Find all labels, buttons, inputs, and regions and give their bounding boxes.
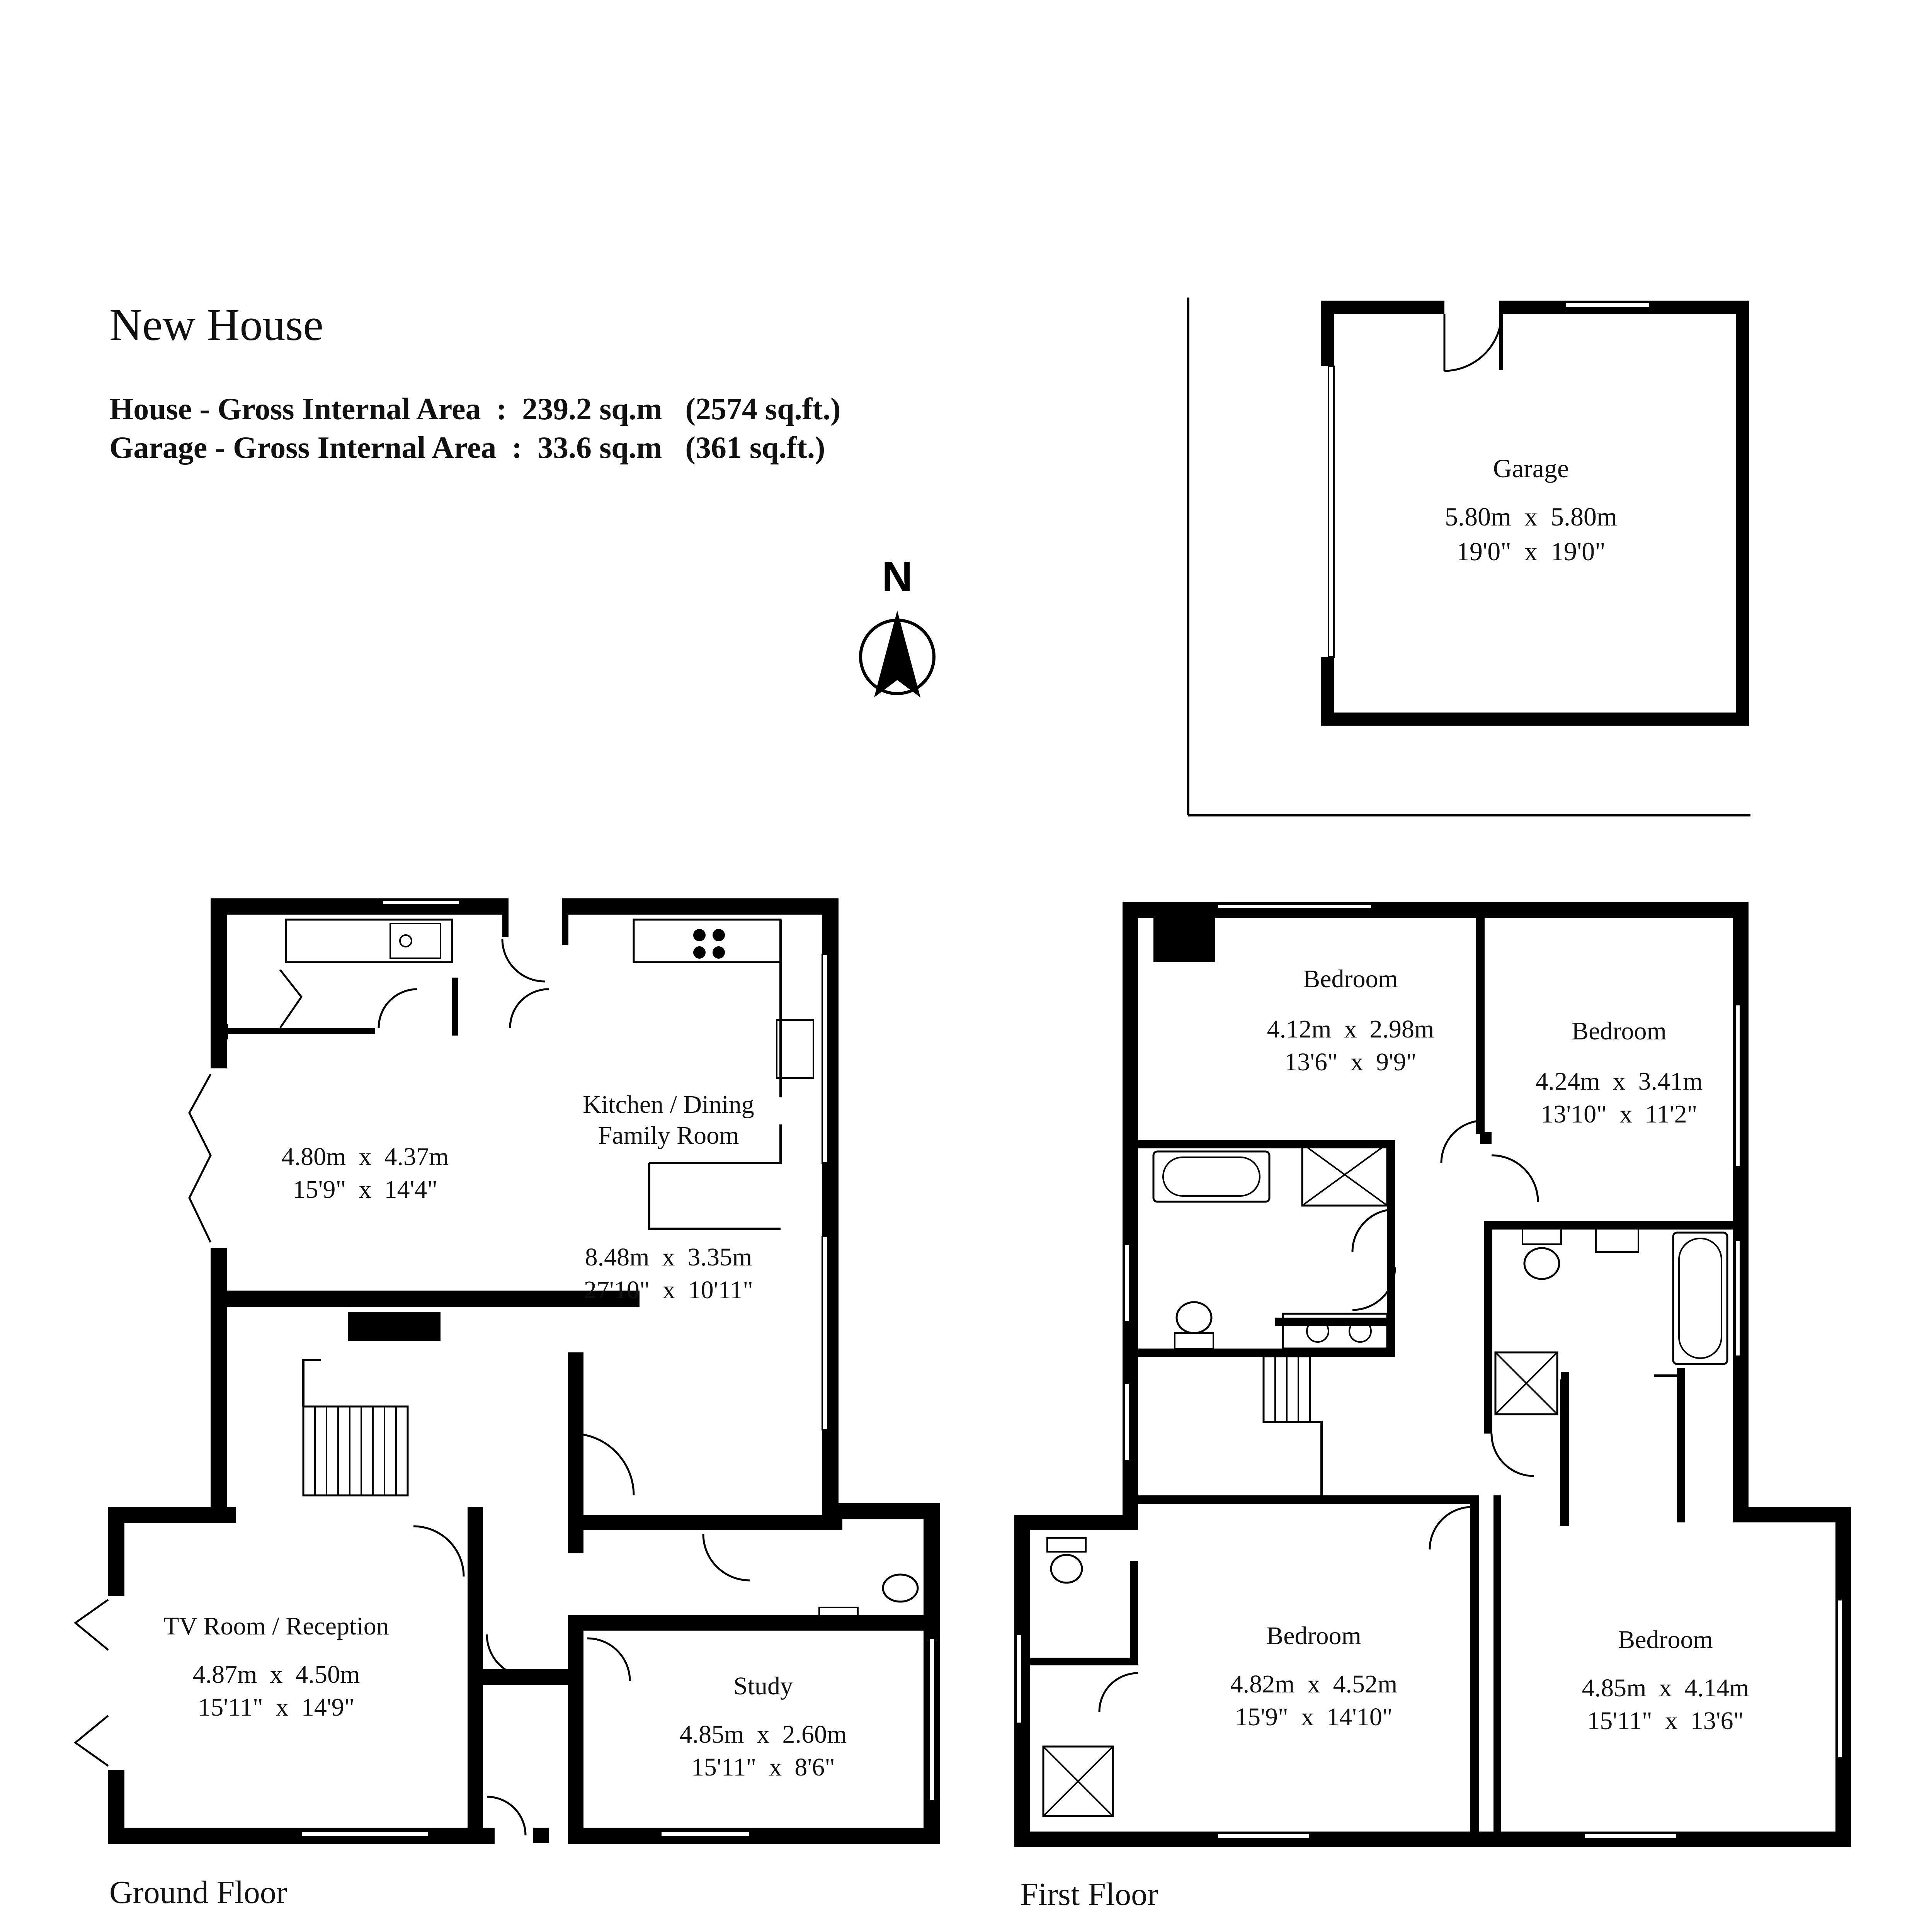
gf-room1-imperial: 15'9" x 14'4"	[293, 1175, 438, 1204]
ff-bed4-name: Bedroom	[1618, 1626, 1713, 1654]
gf-tvroom-metric: 4.87m x 4.50m	[192, 1660, 360, 1689]
gf-tvroom-name: TV Room / Reception	[163, 1612, 389, 1640]
ff-bed3-imperial: 15'9" x 14'10"	[1235, 1703, 1393, 1731]
gf-study-metric: 4.85m x 2.60m	[679, 1720, 847, 1748]
ff-bed4-metric: 4.85m x 4.14m	[1582, 1674, 1749, 1702]
ff-bed2-name: Bedroom	[1572, 1017, 1667, 1045]
house-area-text: House - Gross Internal Area : 239.2 sq.m (2574 sq.ft.)	[109, 392, 841, 426]
north-label: N	[882, 553, 913, 600]
garage-metric: 5.80m x 5.80m	[1445, 502, 1617, 531]
garage-imperial: 19'0" x 19'0"	[1456, 537, 1606, 566]
ff-bed2-imperial: 13'10" x 11'2"	[1541, 1100, 1698, 1128]
ground-floor-plan	[75, 898, 940, 1844]
ff-bed3-metric: 4.82m x 4.52m	[1230, 1670, 1398, 1698]
garage-name: Garage	[1493, 454, 1569, 483]
first-floor-plan	[1014, 902, 1851, 1847]
gf-kitchen-name2: Family Room	[598, 1121, 739, 1150]
ff-bed1-name: Bedroom	[1303, 965, 1398, 993]
gf-study-name: Study	[733, 1672, 793, 1700]
ground-floor-label: Ground Floor	[109, 1874, 287, 1910]
ff-bed4-imperial: 15'11" x 13'6"	[1587, 1707, 1744, 1735]
ff-bed2-metric: 4.24m x 3.41m	[1535, 1067, 1703, 1095]
first-floor-staircase-icon	[1264, 1356, 1322, 1499]
gf-study-imperial: 15'11" x 8'6"	[691, 1753, 835, 1781]
gf-kitchen-imperial: 27'10" x 10'11"	[583, 1276, 754, 1304]
north-arrow-icon	[861, 553, 934, 697]
gf-room1-metric: 4.80m x 4.37m	[281, 1143, 449, 1171]
garage-area-text: Garage - Gross Internal Area : 33.6 sq.m (361 sq.ft.)	[109, 431, 825, 465]
gf-kitchen-metric: 8.48m x 3.35m	[585, 1243, 752, 1271]
gf-tvroom-imperial: 15'11" x 14'9"	[198, 1693, 355, 1721]
page-title: New House	[109, 299, 323, 350]
first-floor-label: First Floor	[1020, 1876, 1158, 1912]
staircase-icon	[303, 1360, 408, 1495]
garage-plan	[1188, 298, 1750, 815]
ff-bed1-imperial: 13'6" x 9'9"	[1284, 1048, 1417, 1076]
ff-bed1-metric: 4.12m x 2.98m	[1267, 1015, 1434, 1043]
ff-bed3-name: Bedroom	[1266, 1622, 1361, 1650]
gf-kitchen-name1: Kitchen / Dining	[583, 1090, 754, 1119]
